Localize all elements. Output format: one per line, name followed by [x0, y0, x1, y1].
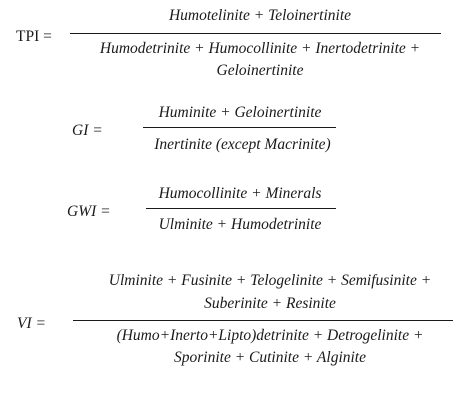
tpi-label: TPI = — [16, 28, 52, 45]
gi-denominator: Inertinite (except Macrinite) — [154, 136, 331, 153]
tpi-fraction-bar — [70, 33, 441, 34]
vi-label: VI = — [17, 315, 46, 332]
vi-numerator-line2: Suberinite + Resinite — [204, 295, 336, 312]
gwi-denominator: Ulminite + Humodetrinite — [158, 216, 322, 233]
gi-label: GI = — [72, 122, 103, 139]
tpi-denominator-line2: Geloinertinite — [216, 62, 304, 79]
tpi-denominator-line1: Humodetrinite + Humocollinite + Inertodetrinite + — [99, 40, 421, 57]
tpi-numerator: Humotelinite + Teloinertinite — [168, 7, 352, 24]
gi-fraction-bar — [143, 127, 336, 128]
gwi-numerator: Humocollinite + Minerals — [158, 185, 322, 202]
gwi-fraction-bar — [146, 208, 336, 209]
vi-fraction-bar — [73, 320, 453, 321]
vi-numerator-line1: Ulminite + Fusinite + Telogelinite + Semifusinite + — [108, 272, 432, 289]
vi-denominator-line1: (Humo+Inerto+Lipto)detrinite + Detrogelinite + — [116, 327, 424, 344]
gi-numerator: Huminite + Geloinertinite — [158, 104, 322, 121]
vi-denominator-line2: Sporinite + Cutinite + Alginite — [174, 349, 366, 366]
gwi-label: GWI = — [67, 203, 111, 220]
